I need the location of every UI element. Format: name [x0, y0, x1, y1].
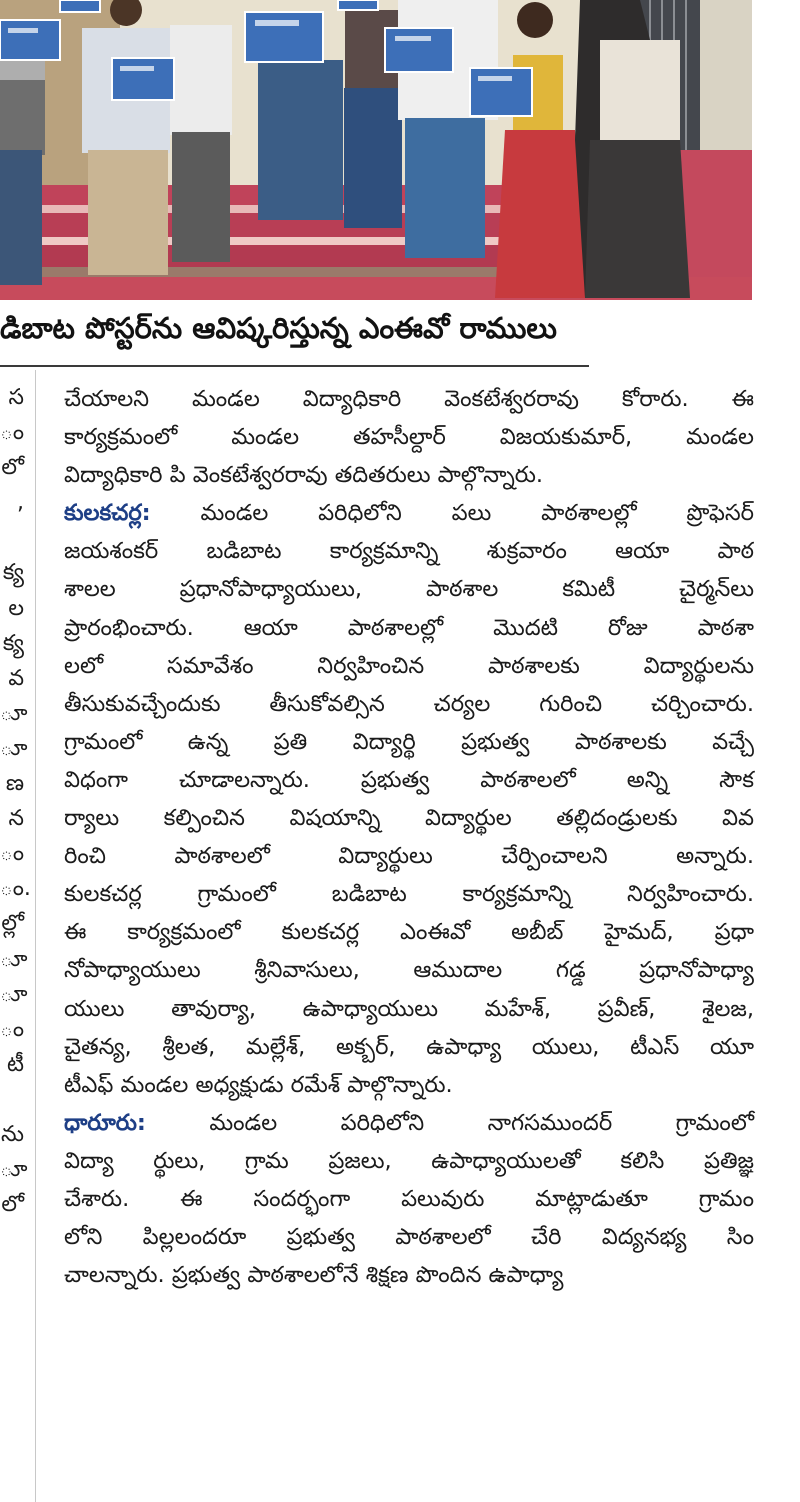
- left-column-fragment: క్య: [2, 630, 24, 656]
- left-column-fragment: ూ: [0, 1157, 28, 1183]
- article-line-text: రించి పాఠశాలలో విద్యార్థులు చేర్పించాలని అన్నారు.: [64, 843, 754, 870]
- article-line-text: టీఎఫ్ మండల అధ్యక్షుడు రమేశ్ పాల్గొన్నారు.: [64, 1071, 453, 1098]
- article-line: [64, 494, 754, 532]
- article-line: [64, 837, 754, 875]
- left-column-fragment: క్య: [2, 560, 24, 586]
- article-line-text: చాలన్నారు. ప్రభుత్వ పాఠశాలలోనే శిక్షణ పొందిన ఉపాధ్యా: [64, 1262, 564, 1289]
- article-line: [64, 647, 754, 685]
- left-column-fragments: [0, 380, 31, 1502]
- article-line: [64, 570, 754, 608]
- article-line-text: నోపాధ్యాయులు శ్రీనివాసులు, ఆముదాల గడ్డ ప్రధానోపాధ్యా: [64, 957, 754, 984]
- article-line: [64, 723, 754, 761]
- left-column-fragment: ల: [8, 595, 24, 621]
- left-column-fragment: ణ: [5, 771, 24, 797]
- article-line-text: తీసుకువచ్చేందుకు తీసుకోవల్సిన చర్యల గురించి చర్చించారు.: [64, 690, 754, 717]
- article-line-text: చైతన్య, శ్రీలత, మల్లేశ్, అక్బర్, ఉపాధ్యా యులు, టీఎస్ యూ: [64, 1033, 754, 1060]
- article-line-text: లోని పిల్లలందరూ ప్రభుత్వ పాఠశాలలో చేరి విద్యనభ్య సిం: [64, 1224, 754, 1251]
- left-column-fragment: ూ: [0, 700, 28, 726]
- article-line: [64, 990, 754, 1028]
- article-line-text: మండల పరిధిలోని పలు పాఠశాలల్లో ప్రొఫెసర్: [150, 500, 754, 527]
- left-column-fragment: లో: [1, 455, 24, 481]
- left-column-fragment: ం: [0, 420, 24, 446]
- news-photo: [0, 0, 752, 300]
- left-column-fragment: స: [8, 385, 24, 410]
- article-line: [64, 951, 754, 989]
- article-line: [64, 761, 754, 799]
- left-column-fragment: ం.: [0, 876, 31, 902]
- left-column-fragment: లో: [1, 1192, 24, 1218]
- article-line: [64, 875, 754, 913]
- article-line-text: చేయాలని మండల విద్యాధికారి వెంకటేశ్వరరావు కోరారు. ఈ: [64, 386, 754, 412]
- article-line: [64, 799, 754, 837]
- article-line-text: విద్యా ర్థులు, గ్రామ ప్రజలు, ఉపాధ్యాయులతో కలిసి ప్రతిజ్ఞ: [64, 1147, 754, 1174]
- article-line-text: యులు తావుర్యా, ఉపాధ్యాయులు మహేశ్, ప్రవీణ్, శైలజ,: [64, 995, 754, 1022]
- article-line: [64, 1218, 754, 1256]
- dateline-place: ధారూరు:: [64, 1109, 146, 1136]
- article-line-text: ఈ కార్యక్రమంలో కులకచర్ల ఎంఈవో అబీబ్ హైమద్, ప్రధా: [64, 919, 754, 946]
- article-line: [64, 380, 754, 418]
- caption-divider: [0, 365, 589, 367]
- left-column-fragment: ం: [0, 1016, 24, 1042]
- article-line: [64, 532, 754, 570]
- article-line: [64, 456, 754, 494]
- article-line-text: చేశారు. ఈ సందర్భంగా పలువురు మాట్లాడుతూ గ్రామం: [64, 1185, 754, 1212]
- left-column-fragment: న: [8, 806, 24, 832]
- left-column-fragment: ూ: [0, 735, 28, 761]
- article-line-text: విద్యాధికారి పి వెంకటేశ్వరరావు తదితరులు పాల్గొన్నారు.: [64, 462, 544, 489]
- article-line: [64, 1256, 754, 1294]
- article-line-text: జయశంకర్ బడిబాట కార్యక్రమాన్ని శుక్రవారం ఆయా పాఠ: [64, 538, 754, 565]
- left-column-fragment: టీ: [7, 1051, 24, 1077]
- article-line: [64, 609, 754, 647]
- article-line: [64, 1104, 754, 1142]
- article-line-text: కార్యక్రమంలో మండల తహసీల్దార్ విజయకుమార్, మండల: [64, 424, 754, 451]
- article-line-text: మండల పరిధిలోని నాగసముందర్ గ్రామంలో: [145, 1109, 754, 1136]
- left-column-fragment: ,: [17, 490, 24, 516]
- article-line: [64, 418, 754, 456]
- article-line-text: ర్యాలు కల్పించిన విషయాన్ని విద్యార్థుల తల్లిదండ్రులకు వివ: [64, 805, 754, 832]
- left-column-fragment: ను: [0, 1121, 24, 1147]
- article-line: [64, 1142, 754, 1180]
- article-line: [64, 1180, 754, 1218]
- article-line: [64, 685, 754, 723]
- left-column-fragment: ూ: [0, 981, 28, 1007]
- left-column-fragment: ల్లో: [1, 911, 24, 937]
- article-body: [64, 380, 754, 1502]
- column-divider: [35, 370, 36, 1502]
- article-line: [64, 1028, 754, 1066]
- article-line: [64, 913, 754, 951]
- article-line: [64, 1066, 754, 1104]
- dateline-place: కులకచర్ల:: [64, 500, 151, 527]
- article-line-text: శాలల ప్రధానోపాధ్యాయులు, పాఠశాల కమిటీ చైర్మన్‌లు: [64, 576, 754, 603]
- article-line-text: కులకచర్ల గ్రామంలో బడిబాట కార్యక్రమాన్ని నిర్వహించారు.: [64, 881, 754, 908]
- left-column-fragment: ూ: [0, 946, 28, 972]
- article-line-text: గ్రామంలో ఉన్న ప్రతి విద్యార్థి ప్రభుత్వ పాఠశాలకు వచ్చే: [64, 728, 754, 755]
- article-line-text: లలో సమావేశం నిర్వహించిన పాఠశాలకు విద్యార్థులను: [64, 652, 754, 679]
- left-column-fragment: ం: [0, 841, 24, 867]
- photo-caption: డిబాట పోస్టర్‌ను ఆవిష్కరిస్తున్న ఎంఈవో రాములు: [0, 311, 557, 345]
- article-line-text: విధంగా చూడాలన్నారు. ప్రభుత్వ పాఠశాలలో అన్ని సౌక: [64, 766, 754, 793]
- article-line-text: ప్రారంభించారు. ఆయా పాఠశాలల్లో మొదటి రోజు పాఠశా: [64, 614, 754, 641]
- left-column-fragment: వ: [8, 665, 24, 691]
- news-photo-illustration: [0, 0, 752, 300]
